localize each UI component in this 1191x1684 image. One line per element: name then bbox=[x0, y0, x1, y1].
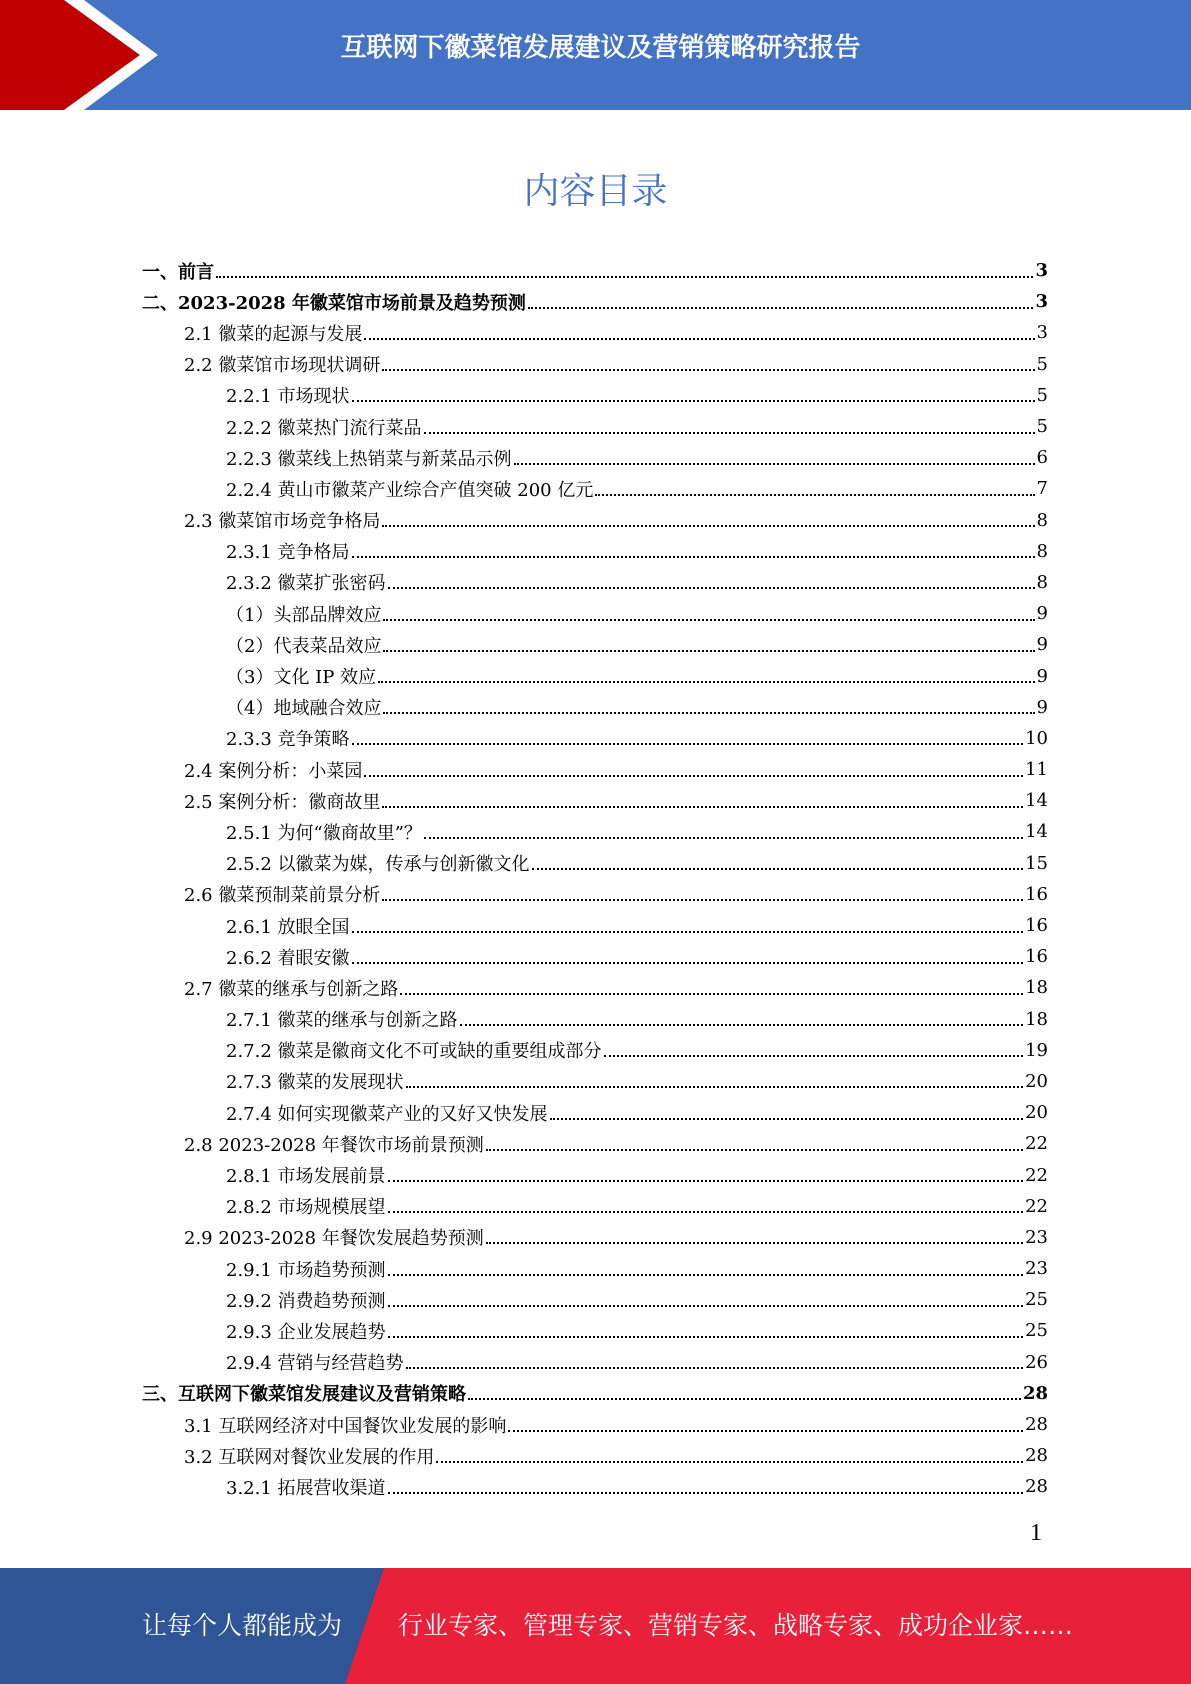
toc-entry-label: 2.3 徽菜馆市场竞争格局 bbox=[184, 511, 381, 533]
toc-entry-page: 26 bbox=[1025, 1351, 1048, 1373]
toc-entry-page: 3 bbox=[1035, 260, 1048, 282]
toc-entry[interactable] bbox=[142, 1315, 1048, 1346]
toc-entry-label: 3.2 互联网对餐饮业发展的作用 bbox=[184, 1446, 435, 1468]
toc-entry[interactable] bbox=[142, 1222, 1048, 1253]
toc-entry-page: 6 bbox=[1036, 447, 1048, 469]
toc-entry-label: 2.5 案例分析：徽商故里 bbox=[184, 791, 381, 813]
toc-entry-page: 20 bbox=[1025, 1102, 1048, 1124]
toc-entry[interactable] bbox=[142, 941, 1048, 972]
toc-entry[interactable] bbox=[142, 1409, 1048, 1440]
toc-dot-leader bbox=[382, 899, 1023, 901]
toc-dot-leader bbox=[388, 1180, 1024, 1182]
toc-dot-leader bbox=[604, 1055, 1024, 1057]
toc-entry-label: 二、2023-2028 年徽菜馆市场前景及趋势预测 bbox=[142, 292, 526, 314]
toc-entry-page: 23 bbox=[1025, 1226, 1048, 1248]
toc-entry[interactable] bbox=[142, 660, 1048, 691]
table-of-contents bbox=[142, 255, 1048, 1503]
toc-entry-page: 28 bbox=[1025, 1476, 1048, 1498]
toc-entry-label: 2.7.4 如何实现徽菜产业的又好又快发展 bbox=[226, 1103, 548, 1125]
toc-dot-leader bbox=[364, 775, 1023, 777]
toc-entry[interactable] bbox=[142, 1128, 1048, 1159]
toc-entry-label: 2.7 徽菜的继承与创新之路 bbox=[184, 978, 399, 1000]
toc-dot-leader bbox=[528, 307, 1034, 309]
toc-entry-label: 2.8.1 市场发展前景 bbox=[226, 1166, 386, 1188]
toc-entry-label: 2.1 徽菜的起源与发展 bbox=[184, 323, 363, 345]
toc-entry[interactable] bbox=[142, 879, 1048, 910]
toc-entry-page: 22 bbox=[1025, 1164, 1048, 1186]
toc-entry-page: 3 bbox=[1036, 322, 1048, 344]
toc-dot-leader bbox=[388, 1492, 1024, 1494]
toc-entry-label: 2.2 徽菜馆市场现状调研 bbox=[184, 355, 381, 377]
toc-entry-page: 5 bbox=[1036, 353, 1048, 375]
toc-dot-leader bbox=[468, 1398, 1021, 1400]
toc-entry-page: 8 bbox=[1036, 540, 1048, 562]
toc-entry[interactable] bbox=[142, 1440, 1048, 1471]
toc-entry[interactable] bbox=[142, 1347, 1048, 1378]
toc-entry[interactable] bbox=[142, 1159, 1048, 1190]
toc-entry-label: 一、前言 bbox=[142, 261, 214, 283]
document-header-title: 互联网下徽菜馆发展建议及营销策略研究报告 bbox=[340, 33, 861, 63]
toc-dot-leader bbox=[595, 494, 1034, 496]
toc-dot-leader bbox=[406, 1086, 1024, 1088]
toc-entry[interactable] bbox=[142, 1097, 1048, 1128]
toc-entry-page: 14 bbox=[1025, 821, 1048, 843]
toc-dot-leader bbox=[352, 931, 1024, 933]
toc-entry-page: 3 bbox=[1035, 291, 1048, 313]
toc-dot-leader bbox=[388, 1274, 1024, 1276]
toc-entry-page: 25 bbox=[1025, 1289, 1048, 1311]
toc-entry-label: 3.2.1 拓展营收渠道 bbox=[226, 1477, 386, 1499]
toc-dot-leader bbox=[352, 400, 1035, 402]
toc-dot-leader bbox=[508, 1430, 1023, 1432]
toc-dot-leader bbox=[400, 993, 1023, 995]
toc-entry[interactable] bbox=[142, 1471, 1048, 1502]
toc-entry[interactable] bbox=[142, 442, 1048, 473]
toc-entry-label: （4）地域融合效应 bbox=[226, 698, 382, 720]
toc-entry[interactable] bbox=[142, 723, 1048, 754]
toc-entry[interactable] bbox=[142, 1191, 1048, 1222]
toc-entry-page: 18 bbox=[1025, 977, 1048, 999]
toc-entry-page: 7 bbox=[1036, 478, 1048, 500]
toc-entry-page: 5 bbox=[1036, 416, 1048, 438]
toc-entry-page: 22 bbox=[1025, 1133, 1048, 1155]
toc-entry-page: 20 bbox=[1025, 1070, 1048, 1092]
toc-entry-page: 10 bbox=[1025, 727, 1048, 749]
toc-entry-label: 2.5.2 以徽菜为媒，传承与创新徽文化 bbox=[226, 854, 530, 876]
toc-entry[interactable] bbox=[142, 536, 1048, 567]
toc-entry[interactable] bbox=[142, 349, 1048, 380]
toc-dot-leader bbox=[424, 837, 1023, 839]
toc-dot-leader bbox=[352, 556, 1035, 558]
toc-entry-label: 2.3.1 竞争格局 bbox=[226, 542, 350, 564]
toc-dot-leader bbox=[532, 868, 1024, 870]
toc-dot-leader bbox=[382, 525, 1034, 527]
toc-dot-leader bbox=[382, 806, 1023, 808]
toc-entry-page: 28 bbox=[1022, 1382, 1048, 1404]
toc-dot-leader bbox=[388, 1211, 1024, 1213]
toc-entry-label: （2）代表菜品效应 bbox=[226, 635, 382, 657]
toc-entry-label: （1）头部品牌效应 bbox=[226, 604, 382, 626]
toc-entry-page: 16 bbox=[1025, 915, 1048, 937]
toc-entry-label: 2.2.1 市场现状 bbox=[226, 386, 350, 408]
toc-dot-leader bbox=[550, 1118, 1024, 1120]
toc-entry-page: 9 bbox=[1036, 696, 1048, 718]
toc-entry-label: 三、互联网下徽菜馆发展建议及营销策略 bbox=[142, 1384, 466, 1406]
toc-entry[interactable] bbox=[142, 1378, 1048, 1409]
toc-dot-leader bbox=[352, 962, 1024, 964]
toc-entry[interactable] bbox=[142, 816, 1048, 847]
toc-dot-leader bbox=[382, 369, 1034, 371]
toc-entry[interactable] bbox=[142, 286, 1048, 317]
page-number: 1 bbox=[1030, 1520, 1042, 1546]
toc-entry[interactable] bbox=[142, 848, 1048, 879]
toc-entry-page: 9 bbox=[1036, 665, 1048, 687]
toc-dot-leader bbox=[406, 1367, 1024, 1369]
toc-entry-page: 15 bbox=[1025, 852, 1048, 874]
toc-dot-leader bbox=[424, 432, 1035, 434]
toc-dot-leader bbox=[486, 1242, 1023, 1244]
toc-entry-label: 2.9.1 市场趋势预测 bbox=[226, 1259, 386, 1281]
toc-dot-leader bbox=[514, 463, 1035, 465]
toc-entry-label: 2.9.4 营销与经营趋势 bbox=[226, 1353, 404, 1375]
toc-entry-label: 2.6.2 着眼安徽 bbox=[226, 947, 350, 969]
toc-entry[interactable] bbox=[142, 910, 1048, 941]
toc-entry-label: 2.6.1 放眼全国 bbox=[226, 916, 350, 938]
toc-entry-page: 25 bbox=[1025, 1320, 1048, 1342]
toc-dot-leader bbox=[486, 1149, 1023, 1151]
toc-heading: 内容目录 bbox=[523, 171, 668, 212]
toc-dot-leader bbox=[216, 276, 1033, 278]
toc-entry-page: 8 bbox=[1036, 571, 1048, 593]
toc-entry[interactable] bbox=[142, 1253, 1048, 1284]
toc-entry-page: 5 bbox=[1036, 384, 1048, 406]
toc-entry[interactable] bbox=[142, 1066, 1048, 1097]
toc-entry-page: 8 bbox=[1036, 509, 1048, 531]
toc-entry-page: 18 bbox=[1025, 1008, 1048, 1030]
toc-entry-page: 23 bbox=[1025, 1258, 1048, 1280]
footer-slogan-right: 行业专家、管理专家、营销专家、战略专家、成功企业家…… bbox=[398, 1611, 1074, 1640]
toc-dot-leader bbox=[460, 1024, 1024, 1026]
toc-entry-page: 14 bbox=[1025, 790, 1048, 812]
toc-dot-leader bbox=[383, 650, 1034, 652]
toc-entry-page: 28 bbox=[1025, 1414, 1048, 1436]
toc-entry-label: 2.4 案例分析：小菜园 bbox=[184, 760, 363, 782]
toc-entry[interactable] bbox=[142, 473, 1048, 504]
toc-entry-page: 16 bbox=[1025, 883, 1048, 905]
toc-entry-label: 2.8 2023-2028 年餐饮市场前景预测 bbox=[184, 1134, 484, 1156]
toc-dot-leader bbox=[352, 743, 1024, 745]
toc-entry-page: 9 bbox=[1036, 634, 1048, 656]
toc-entry-label: 2.3.3 竞争策略 bbox=[226, 729, 350, 751]
header-banner bbox=[0, 0, 1191, 110]
toc-entry-page: 22 bbox=[1025, 1195, 1048, 1217]
toc-dot-leader bbox=[436, 1461, 1023, 1463]
toc-entry-label: （3）文化 IP 效应 bbox=[226, 667, 377, 689]
toc-entry[interactable] bbox=[142, 1004, 1048, 1035]
toc-dot-leader bbox=[383, 619, 1034, 621]
toc-entry[interactable] bbox=[142, 411, 1048, 442]
toc-dot-leader bbox=[383, 712, 1034, 714]
toc-entry[interactable] bbox=[142, 380, 1048, 411]
toc-entry-label: 2.5.1 为何“徽商故里”？ bbox=[226, 822, 422, 844]
toc-entry[interactable] bbox=[142, 317, 1048, 348]
footer-banner bbox=[0, 1568, 1191, 1684]
toc-entry-label: 2.7.1 徽菜的继承与创新之路 bbox=[226, 1010, 458, 1032]
toc-entry[interactable] bbox=[142, 785, 1048, 816]
toc-entry-label: 2.9.2 消费趋势预测 bbox=[226, 1290, 386, 1312]
toc-entry-label: 2.6 徽菜预制菜前景分析 bbox=[184, 885, 381, 907]
toc-entry-label: 2.7.2 徽菜是徽商文化不可或缺的重要组成部分 bbox=[226, 1041, 602, 1063]
toc-entry-label: 3.1 互联网经济对中国餐饮业发展的影响 bbox=[184, 1415, 507, 1437]
toc-entry-label: 2.3.2 徽菜扩张密码 bbox=[226, 573, 386, 595]
toc-entry-label: 2.8.2 市场规模展望 bbox=[226, 1197, 386, 1219]
toc-entry-page: 16 bbox=[1025, 946, 1048, 968]
footer-slogan-left: 让每个人都能成为 bbox=[142, 1611, 343, 1640]
toc-entry-page: 28 bbox=[1025, 1445, 1048, 1467]
toc-dot-leader bbox=[388, 587, 1035, 589]
toc-entry[interactable] bbox=[142, 629, 1048, 660]
toc-entry[interactable] bbox=[142, 598, 1048, 629]
toc-entry[interactable] bbox=[142, 754, 1048, 785]
toc-entry-label: 2.9.3 企业发展趋势 bbox=[226, 1321, 386, 1343]
toc-entry[interactable] bbox=[142, 692, 1048, 723]
toc-entry-page: 19 bbox=[1025, 1039, 1048, 1061]
toc-entry-page: 9 bbox=[1036, 603, 1048, 625]
toc-entry[interactable] bbox=[142, 1035, 1048, 1066]
toc-dot-leader bbox=[378, 681, 1034, 683]
toc-dot-leader bbox=[388, 1336, 1024, 1338]
toc-dot-leader bbox=[388, 1305, 1024, 1307]
toc-entry-label: 2.2.2 徽菜热门流行菜品 bbox=[226, 417, 422, 439]
toc-entry[interactable] bbox=[142, 255, 1048, 286]
toc-entry-label: 2.2.3 徽菜线上热销菜与新菜品示例 bbox=[226, 448, 512, 470]
toc-entry-label: 2.2.4 黄山市徽菜产业综合产值突破 200 亿元 bbox=[226, 479, 594, 501]
toc-dot-leader bbox=[364, 338, 1034, 340]
toc-entry[interactable] bbox=[142, 505, 1048, 536]
toc-entry-page: 11 bbox=[1025, 759, 1048, 781]
toc-entry-label: 2.7.3 徽菜的发展现状 bbox=[226, 1072, 404, 1094]
toc-entry-label: 2.9 2023-2028 年餐饮发展趋势预测 bbox=[184, 1228, 484, 1250]
toc-entry[interactable] bbox=[142, 1284, 1048, 1315]
toc-entry[interactable] bbox=[142, 972, 1048, 1003]
toc-entry[interactable] bbox=[142, 567, 1048, 598]
